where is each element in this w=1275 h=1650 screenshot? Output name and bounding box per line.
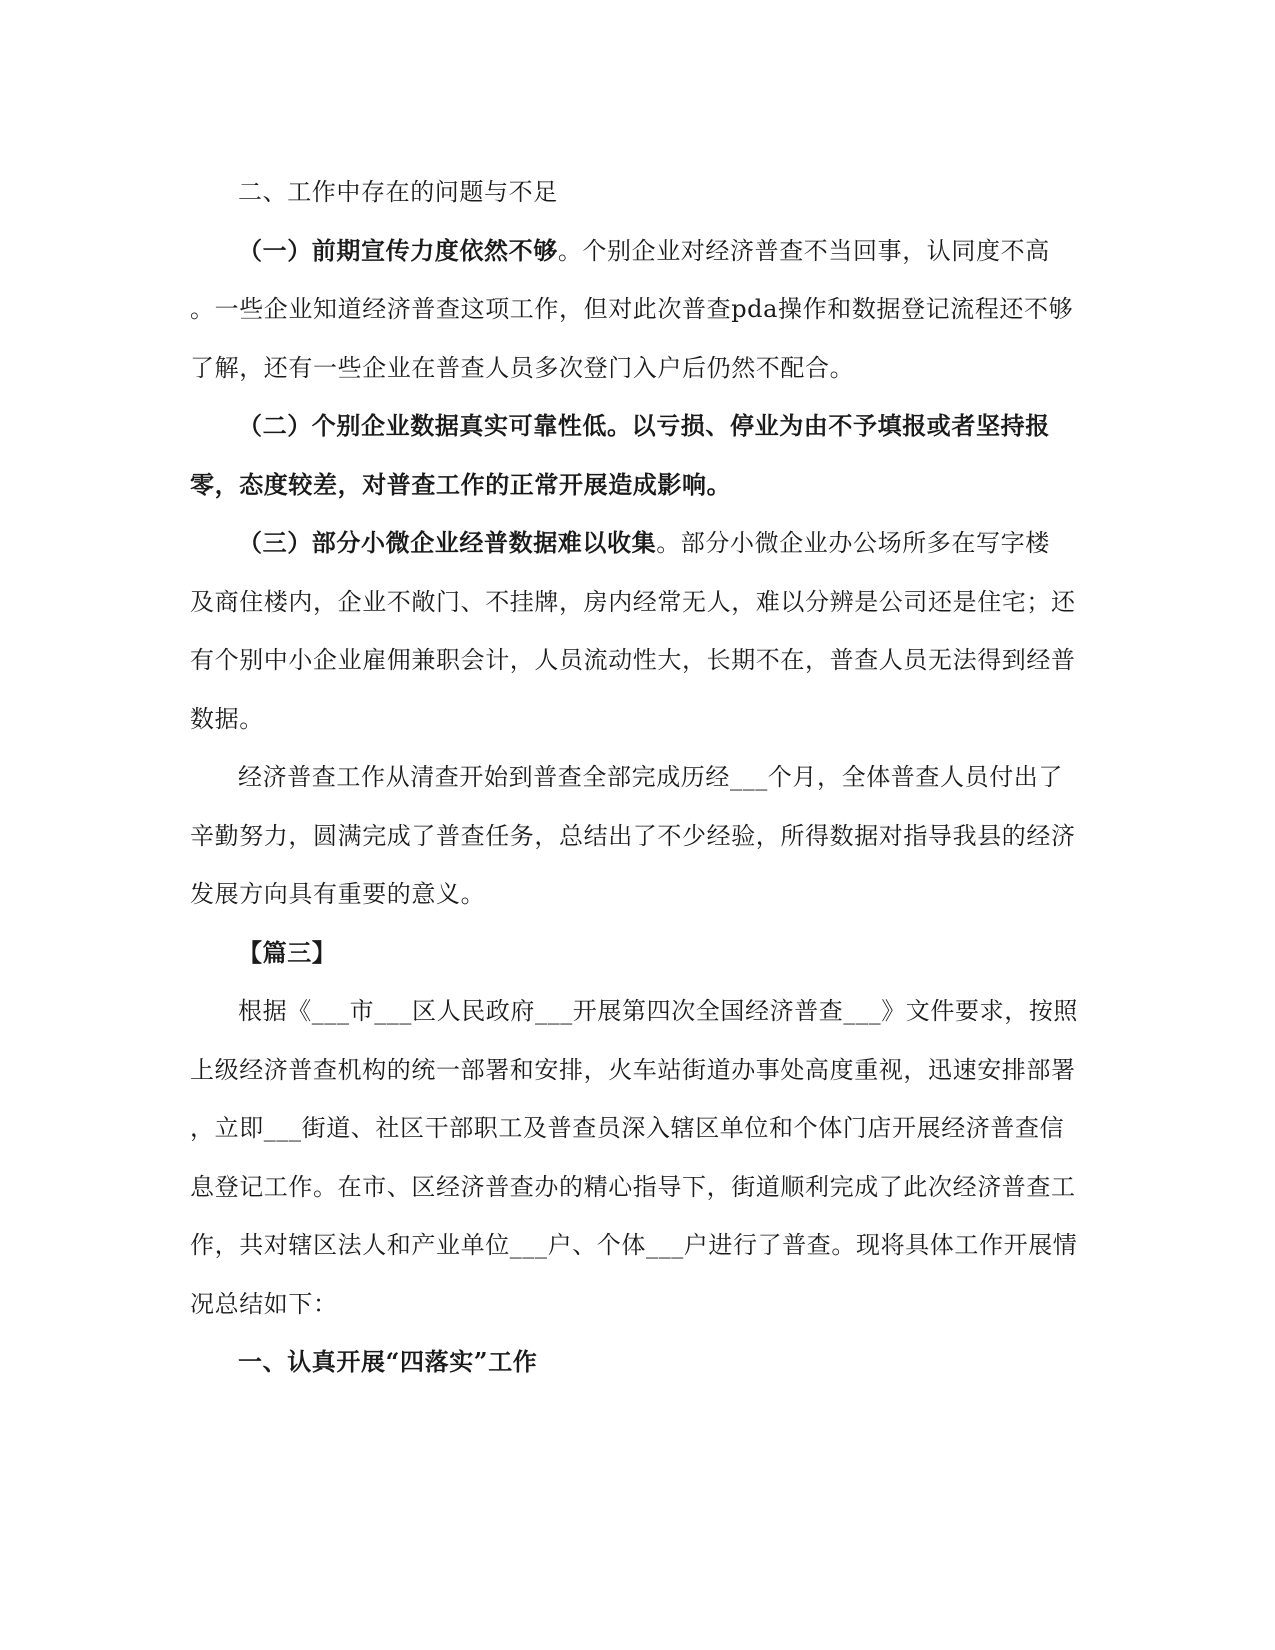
paragraph-5-line-2: 上级经济普查机构的统一部署和安排，火车站街道办事处高度重视，迅速安排部署 [190,1055,1076,1084]
paragraph-3-line-3: 有个别中小企业雇佣兼职会计，人员流动性大，长期不在，普查人员无法得到经普 [190,646,1076,674]
paragraph-1-line-2: 。一些企业知道经济普查这项工作，但对此次普查pda操作和数据登记流程还不够 [190,295,1074,323]
paragraph-3-lead: （三）部分小微企业经普数据难以收集 [238,528,657,557]
paragraph-2-line-1: （二）个别企业数据真实可靠性低。以亏损、停业为由不予填报或者坚持报 [238,411,1050,440]
part-3-heading: 【篇三】 [238,937,337,967]
paragraph-5-line-4: 息登记工作。在市、区经济普查办的精心指导下，街道顺利完成了此次经济普查工 [190,1172,1076,1201]
paragraph-1-line-1-rest: 。个别企业对经济普查不当回事，认同度不高 [557,236,1050,265]
paragraph-4-line-3: 发展方向具有重要的意义。 [190,880,486,908]
paragraph-5-line-3: ，立即___街道、社区干部职工及普查员深入辖区单位和个体门店开展经济普查信 [190,1114,1065,1142]
paragraph-5-line-6: 况总结如下： [190,1289,338,1318]
paragraph-4-line-2: 辛勤努力，圆满完成了普查任务，总结出了不少经验，所得数据对指导我县的经济 [190,821,1076,850]
paragraph-1-line-1 [190,222,1092,281]
paragraph-1-lead: （一）前期宣传力度依然不够 [238,235,558,265]
paragraph-3-line-1 [190,514,1092,573]
section-heading-four-implementations: 一、认真开展“四落实”工作 [238,1347,538,1376]
paragraph-5-line-5: 作，共对辖区法人和产业单位___户、个体___户进行了普查。现将具体工作开展情 [190,1231,1078,1259]
paragraph-3-line-1-rest: 。部分小微企业办公场所多在写字楼 [656,529,1050,557]
paragraph-1-line-3: 了解，还有一些企业在普查人员多次登门入户后仍然不配合。 [190,353,855,382]
paragraph-5-line-1: 根据《___市___区人民政府___开展第四次全国经济普查___》文件要求，按照 [238,997,1078,1025]
paragraph-3-line-4: 数据。 [190,704,264,733]
paragraph-3-line-2: 及商住楼内，企业不敞门、不挂牌，房内经常无人，难以分辨是公司还是住宅；还 [190,587,1076,616]
paragraph-2-line-2: 零，态度较差，对普查工作的正常开展造成影响。 [190,469,732,499]
section-heading-problems: 二、工作中存在的问题与不足 [238,178,558,206]
paragraph-4-line-1: 经济普查工作从清查开始到普查全部完成历经___个月，全体普查人员付出了 [238,763,1063,791]
document-body [190,163,1092,1392]
